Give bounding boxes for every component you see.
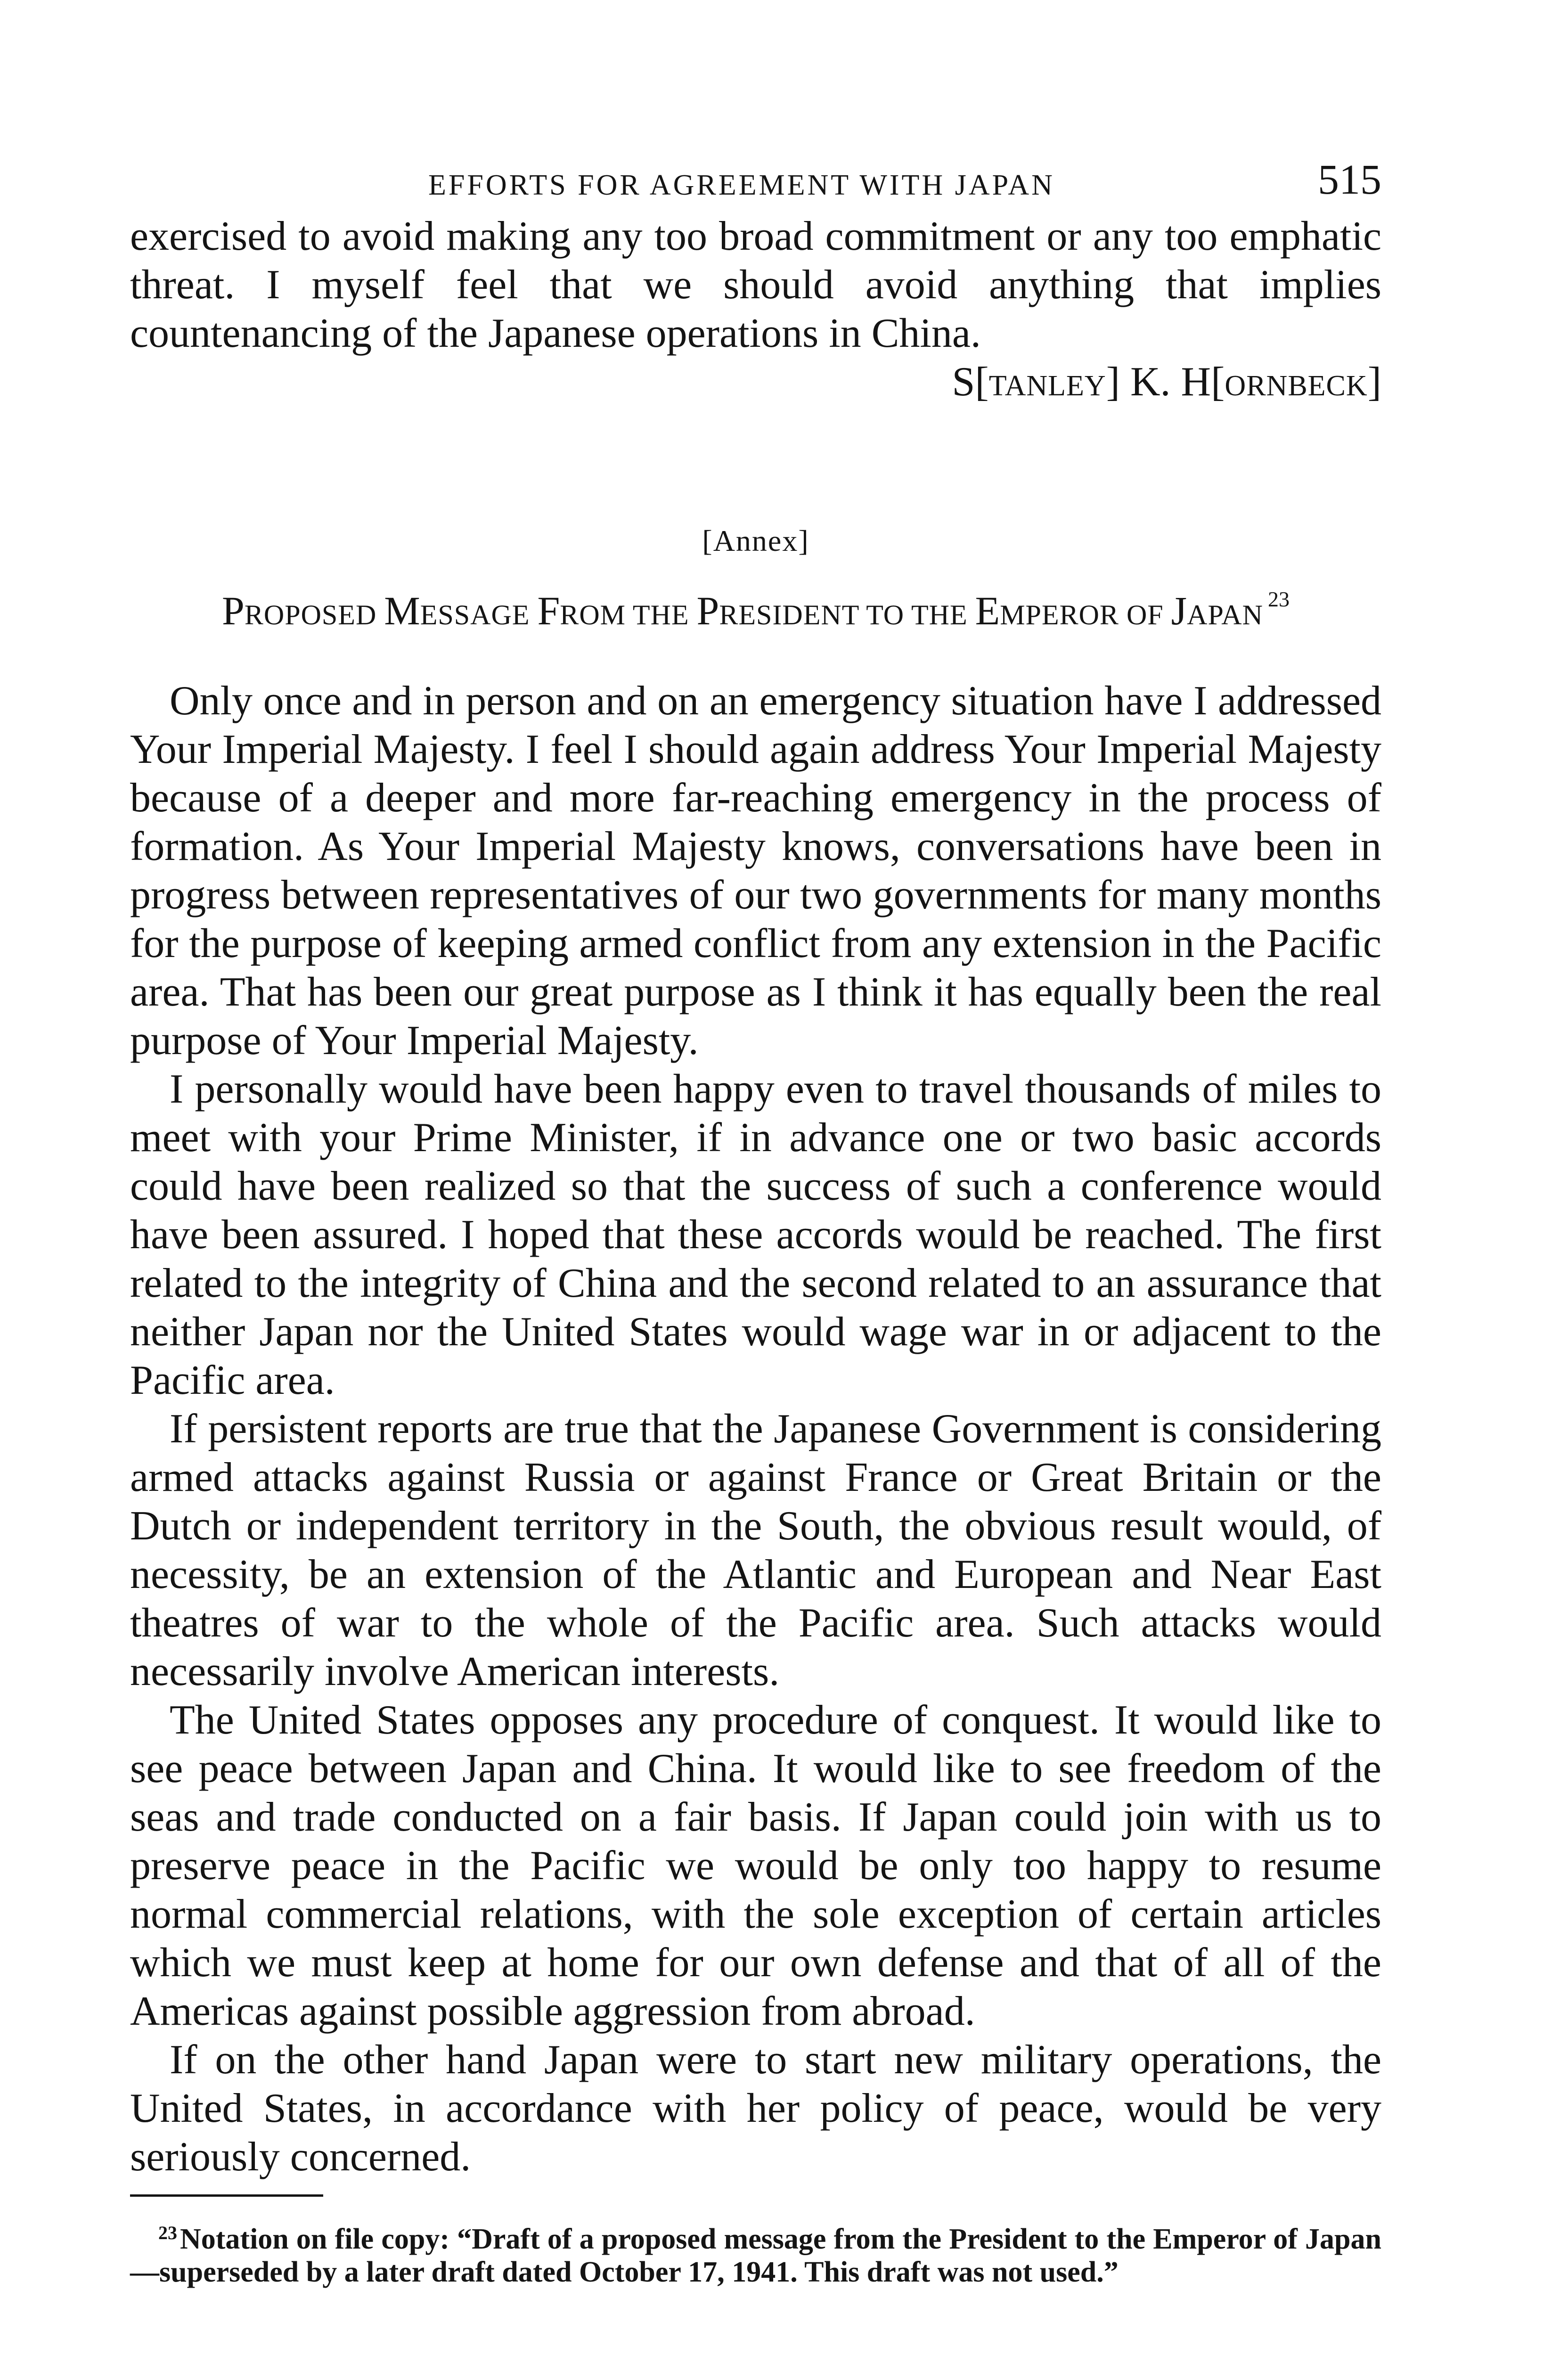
intro-paragraph: exercised to avoid making any too broad commitment or any too emphatic threat. I myself feel that we should avoid anything that implies countenancing of the Japanese operations in China. bbox=[130, 213, 1381, 356]
message-body bbox=[130, 677, 1381, 2181]
signature-end: ] bbox=[1367, 359, 1381, 405]
title-cap: P bbox=[222, 588, 245, 633]
signature-middle: ] K. H[ bbox=[1106, 359, 1225, 405]
title-small: ESSAGE bbox=[420, 599, 538, 630]
title-small: ROM THE bbox=[560, 599, 697, 630]
signature bbox=[130, 358, 1381, 410]
footnote bbox=[130, 2217, 1381, 2289]
message-paragraph: If persistent reports are true that the Japanese Government is considering armed attacks against Russia or against France or Great Britain or the Dutch or independent territory in the South, the obvious result would, of necessity, be an extension of the Atlantic and European and Near East theatres of war to the whole of the Pacific area. Such attacks would necessarily involve American interests. bbox=[130, 1406, 1381, 1694]
title-small: RESIDENT TO THE bbox=[719, 599, 975, 630]
footnote-marker: 23 bbox=[158, 2222, 177, 2243]
title-cap: F bbox=[537, 588, 560, 633]
footnote-text: Notation on file copy: “Draft of a proposed message from the President to the Emperor of Japan—superseded by a later draft dated October 17, 1941. This draft was not used.” bbox=[130, 2223, 1381, 2288]
title-small: APAN bbox=[1187, 599, 1263, 630]
signature-small-caps: ORNBECK bbox=[1225, 370, 1368, 402]
message-paragraph: I personally would have been happy even to travel thousands of miles to meet with your Prime Minister, if in advance one or two basic accords could have been realized so that the success of such a conference would have been assured. I hoped that these accords would be reached. The first related to the integrity of China and the second related to an assurance that neither Japan nor the United States would wage war in or adjacent to the Pacific area. bbox=[130, 1066, 1381, 1403]
title-cap: M bbox=[384, 588, 420, 633]
title-small: MPEROR OF bbox=[1000, 599, 1171, 630]
message-title bbox=[130, 587, 1381, 634]
signature-small-caps: TANLEY bbox=[988, 370, 1106, 402]
page-number: 515 bbox=[1318, 156, 1381, 203]
message-paragraph: If on the other hand Japan were to start new military operations, the United States, in accordance with her policy of peace, would be very seriously concerned. bbox=[130, 2037, 1381, 2180]
message-paragraph: The United States opposes any procedure of conquest. It would like to see peace between Japan and China. It would like to see freedom of the seas and trade conducted on a fair basis. If Japan could join with us to preserve peace in the Pacific we would be only too happy to resume normal commercial relations, with the sole exception of certain articles which we must keep at home for our own defense and that of all of the Americas against possible aggression from abroad. bbox=[130, 1697, 1381, 2034]
running-title: EFFORTS FOR AGREEMENT WITH JAPAN bbox=[428, 169, 1055, 201]
footnote-divider bbox=[130, 2194, 323, 2197]
document-page bbox=[130, 155, 1381, 2289]
title-cap: E bbox=[975, 588, 1000, 633]
annex-label: [Annex] bbox=[702, 524, 809, 557]
title-cap: J bbox=[1171, 588, 1187, 633]
title-cap: P bbox=[696, 588, 719, 633]
title-small: ROPOSED bbox=[244, 599, 384, 630]
footnote-reference[interactable]: 23 bbox=[1267, 587, 1290, 611]
signature-initial: S[ bbox=[952, 359, 989, 405]
running-head bbox=[130, 155, 1381, 212]
message-paragraph: Only once and in person and on an emergency situation have I addressed Your Imperial Majesty. I feel I should again address Your Imperial Majesty because of a deeper and more far-reaching emergency in the process of formation. As Your Imperial Majesty knows, conversations have been in progress between representatives of our two governments for many months for the purpose of keeping armed conflict from any extension in the Pacific area. That has been our great purpose as I think it has equally been the real purpose of Your Imperial Majesty. bbox=[130, 678, 1381, 1063]
